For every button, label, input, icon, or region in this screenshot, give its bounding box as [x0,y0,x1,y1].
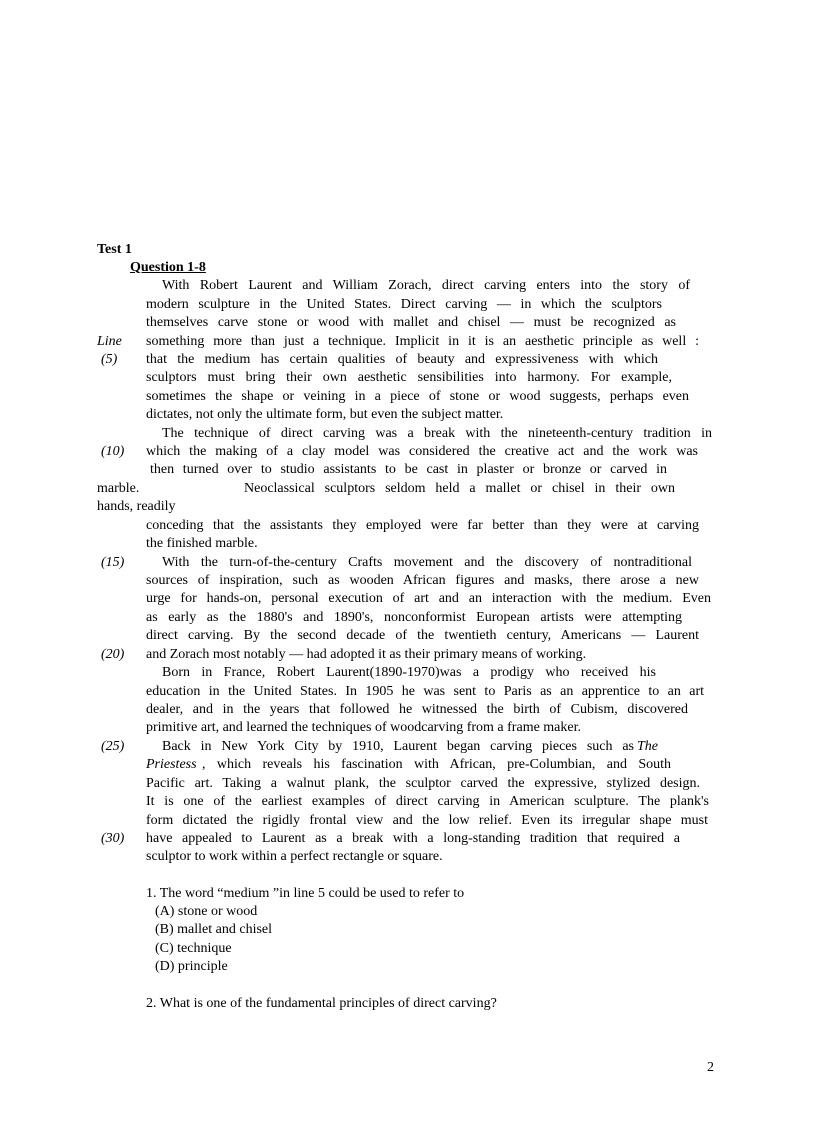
passage-line: Back in New York City by 1910, Laurent began carving pieces such as [162,739,634,754]
passage-line: as early as the 1880's and 1890's, nonconformist European artists were attempting [146,610,682,625]
passage-line: The technique of direct carving was a break with the nineteenth-century tradition in [162,426,712,441]
artwork-title-part: The [637,739,658,754]
artwork-title-part: Priestess [146,757,197,772]
passage-line: modern sculpture in the United States. Direct carving — in which the sculptors [146,297,662,312]
line-label: (10) [101,444,125,459]
passage-line: something more than just a technique. Implicit in it is an aesthetic principle as well : [146,334,699,349]
passage-line: sculptor to work within a perfect rectangle or square. [146,849,443,864]
passage-line: form dictated the rigidly frontal view and the low relief. Even its irregular shape must [146,813,708,828]
question-1-option-b: (B) mallet and chisel [155,922,273,937]
passage-line: dictates, not only the ultimate form, but even the subject matter. [146,407,504,422]
passage-line: With the turn-of-the-century Crafts movement and the discovery of nontraditional [162,555,692,570]
test-title: Test 1 [97,242,132,257]
passage-line: education in the United States. In 1905 he was sent to Paris as an apprentice to an art [146,684,704,699]
passage-line: sometimes the shape or veining in a piece of stone or wood suggests, perhaps even [146,389,689,404]
passage-line: themselves carve stone or wood with mallet and chisel — must be recognized as [146,315,676,330]
section-heading: Question 1-8 [130,260,206,275]
passage-line: marble. [97,481,140,496]
passage-line: sources of inspiration, such as wooden African figures and masks, there arose a new [146,573,699,588]
question-1-option-d: (D) principle [155,959,228,974]
passage-line: dealer, and in the years that followed he witnessed the birth of Cubism, discovered [146,702,688,717]
passage-line: direct carving. By the second decade of the twentieth century, Americans — Laurent [146,628,699,643]
passage-line: , which reveals his fascination with African, pre-Columbian, and South [202,757,671,772]
passage-line: urge for hands-on, personal execution of art and an interaction with the medium. Even [146,591,711,606]
passage-line: have appealed to Laurent as a break with a long-standing tradition that required a [146,831,680,846]
line-label: (5) [101,352,118,367]
passage-line: the finished marble. [146,536,258,551]
passage-line: primitive art, and learned the techniques of woodcarving from a frame maker. [146,720,581,735]
line-label: Line [97,334,122,349]
passage-line: hands, readily [97,499,176,514]
line-label: (30) [101,831,125,846]
passage-line: With Robert Laurent and William Zorach, direct carving enters into the story of [162,278,690,293]
passage-line: and Zorach most notably — had adopted it as their primary means of working. [146,647,587,662]
question-1-stem: 1. The word “medium ”in line 5 could be used to refer to [146,886,465,901]
line-label: (15) [101,555,125,570]
page-number: 2 [707,1060,714,1075]
passage-line: sculptors must bring their own aesthetic sensibilities into harmony. For example, [146,370,672,385]
line-label: (20) [101,647,125,662]
passage-line: that the medium has certain qualities of beauty and expressiveness with which [146,352,658,367]
question-1-option-c: (C) technique [155,941,232,956]
passage-line: then turned over to studio assistants to be cast in plaster or bronze or carved in [150,462,667,477]
passage-line: Neoclassical sculptors seldom held a mallet or chisel in their own [244,481,675,496]
passage-line: Pacific art. Taking a walnut plank, the sculptor carved the expressive, stylized design. [146,776,700,791]
question-2-stem: 2. What is one of the fundamental principles of direct carving? [146,996,497,1011]
passage-line: It is one of the earliest examples of direct carving in American sculpture. The plank's [146,794,709,809]
line-label: (25) [101,739,125,754]
passage-line: which the making of a clay model was considered the creative act and the work was [146,444,698,459]
question-1-option-a: (A) stone or wood [155,904,258,919]
passage-line: Born in France, Robert Laurent(1890-1970)was a prodigy who received his [162,665,656,680]
passage-line: conceding that the assistants they employed were far better than they were at carving [146,518,699,533]
